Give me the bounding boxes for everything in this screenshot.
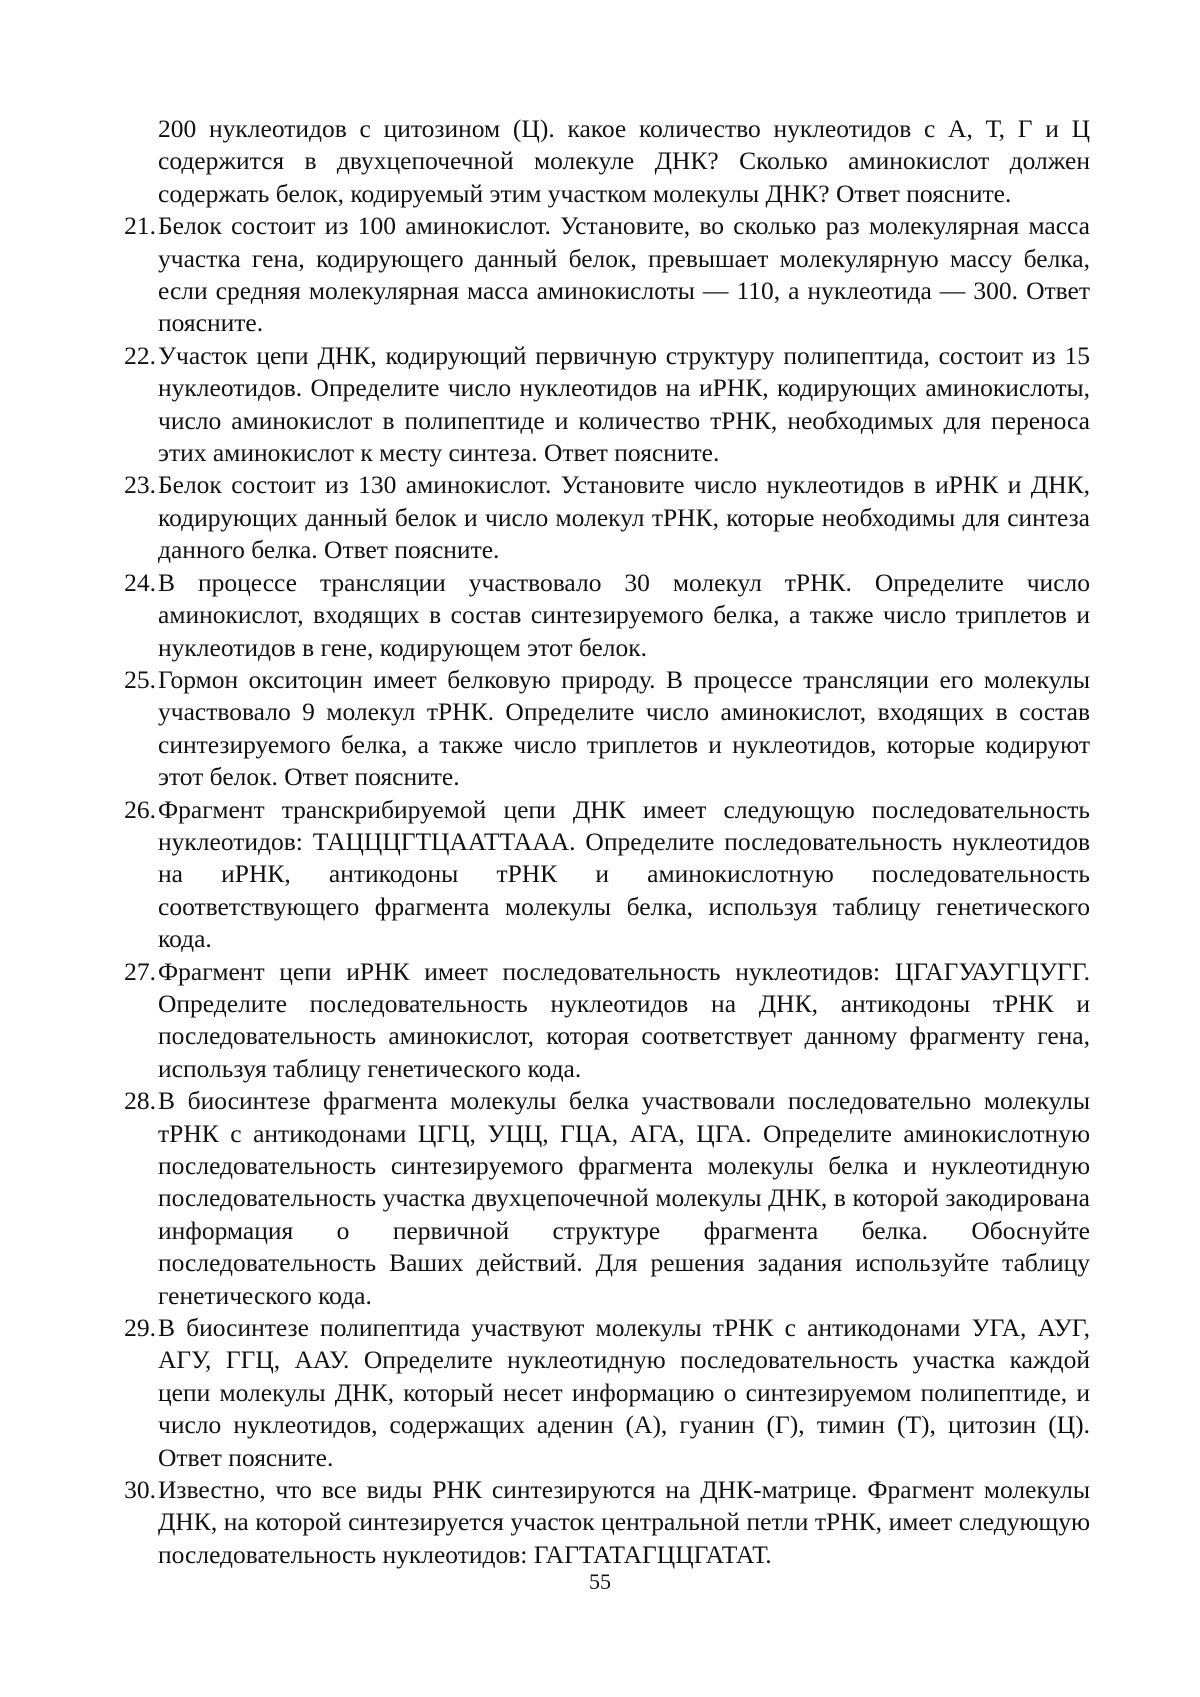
- item-text: Фрагмент транскрибируемой цепи ДНК имеет следующую последовательность нуклеотидов: ТАЦЦЦГТЦААТТААА. Определите последовательность нуклеотидов на иРНК, антикодоны тРНК и аминокислотную последовательность соответствующего фрагмента молекулы белка, используя таблицу генетического кода.: [158, 794, 1090, 954]
- item-text: Белок состоит из 100 аминокислот. Установите, во сколько раз молекулярная масса участка гена, кодирующего данный белок, превышает молекулярную массу белка, если средняя молекулярная масса аминокислоты — 110, а нуклеотида — 300. Ответ поясните.: [158, 211, 1090, 338]
- list-item: [112, 1474, 1090, 1571]
- list-item: [112, 1312, 1090, 1474]
- list-item: [112, 956, 1090, 1086]
- item-text: Известно, что все виды РНК синтезируются на ДНК-матрице. Фрагмент молекулы ДНК, на которой синтезируется участок центральной петли тРНК, имеет следующую последовательность нуклеотидов: ГАГТАТАГЦЦГАТАТ.: [158, 1475, 1090, 1569]
- item-text: Участок цепи ДНК, кодирующий первичную структуру полипептида, состоит из 15 нуклеотидов. Определите число нуклеотидов на иРНК, кодирующих аминокислоты, число аминокислот в полипептиде и количество тРНК, необходимых для переноса этих аминокислот к месту синтеза. Ответ поясните.: [158, 340, 1090, 468]
- list-item: [112, 567, 1090, 664]
- item-number: 26.: [124, 794, 156, 824]
- item-text: В биосинтезе полипептида участвуют молекулы тРНК с антикодонами УГА, АУГ, АГУ, ГГЦ, ААУ. Определите нуклеотидную последовательность участка каждой цепи молекулы ДНК, который несет информацию о синтезируемом полипептиде, и число нуклеотидов, содержащих аденин (А), гуанин (Г), тимин (Т), цитозин (Ц). Ответ поясните.: [158, 1313, 1090, 1472]
- list-item: [112, 469, 1090, 566]
- list-item: [112, 794, 1090, 956]
- continued-paragraph-text: 200 нуклеотидов с цитозином (Ц). какое количество нуклеотидов с А, Т, Г и Ц содержится в двухцепочечной молекуле ДНК? Сколько аминокислот должен содержать белок, кодируемый этим участком молекулы ДНК? Ответ поясните.: [158, 114, 1090, 208]
- continued-paragraph: [112, 113, 1090, 210]
- item-text: В биосинтезе фрагмента молекулы белка участвовали последовательно молекулы тРНК с антикодонами ЦГЦ, УЦЦ, ГЦА, АГА, ЦГА. Определите аминокислотную последовательность синтезируемого фрагмента молекулы белка и нуклеотидную последовательность участка двухцепочечной молекулы ДНК, в которой закодирована информация о первичной структуре фрагмента белка. Обоснуйте последовательность Ваших действий. Для решения задания используйте таблицу генетического кода.: [158, 1086, 1090, 1310]
- item-number: 28.: [124, 1086, 156, 1116]
- item-number: 25.: [124, 664, 156, 694]
- item-text: Фрагмент цепи иРНК имеет последовательность нуклеотидов: ЦГАГУАУГЦУГГ. Определите последовательность нуклеотидов на ДНК, антикодоны тРНК и последовательность аминокислот, которая соответствует данному фрагменту гена, используя таблицу генетического кода.: [158, 956, 1090, 1083]
- list-item: [112, 340, 1090, 470]
- item-number: 24.: [124, 567, 156, 597]
- list-item: [112, 664, 1090, 794]
- item-number: 29.: [124, 1313, 156, 1343]
- item-text: Гормон окситоцин имеет белковую природу. В процессе трансляции его молекулы участвовало 9 молекул тРНК. Определите число аминокислот, входящих в состав синтезируемого белка, а также число триплетов и нуклеотидов, которые кодируют этот белок. Ответ поясните.: [158, 664, 1090, 792]
- list-item: [112, 210, 1090, 340]
- item-number: 21.: [124, 211, 156, 241]
- problem-list: [112, 113, 1090, 1571]
- item-text: В процессе трансляции участвовало 30 молекул тРНК. Определите число аминокислот, входящих в состав синтезируемого белка, а также число триплетов и нуклеотидов в гене, кодирующем этот белок.: [158, 567, 1090, 662]
- item-number: 30.: [124, 1475, 156, 1505]
- item-number: 27.: [124, 956, 156, 986]
- page-number: 55: [589, 1569, 611, 1594]
- item-number: 23.: [124, 470, 156, 500]
- item-number: 22.: [124, 340, 156, 370]
- list-item: [112, 1085, 1090, 1312]
- item-text: Белок состоит из 130 аминокислот. Установите число нуклеотидов в иРНК и ДНК, кодирующих данный белок и число молекул тРНК, которые необходимы для синтеза данного белка. Ответ поясните.: [158, 470, 1090, 565]
